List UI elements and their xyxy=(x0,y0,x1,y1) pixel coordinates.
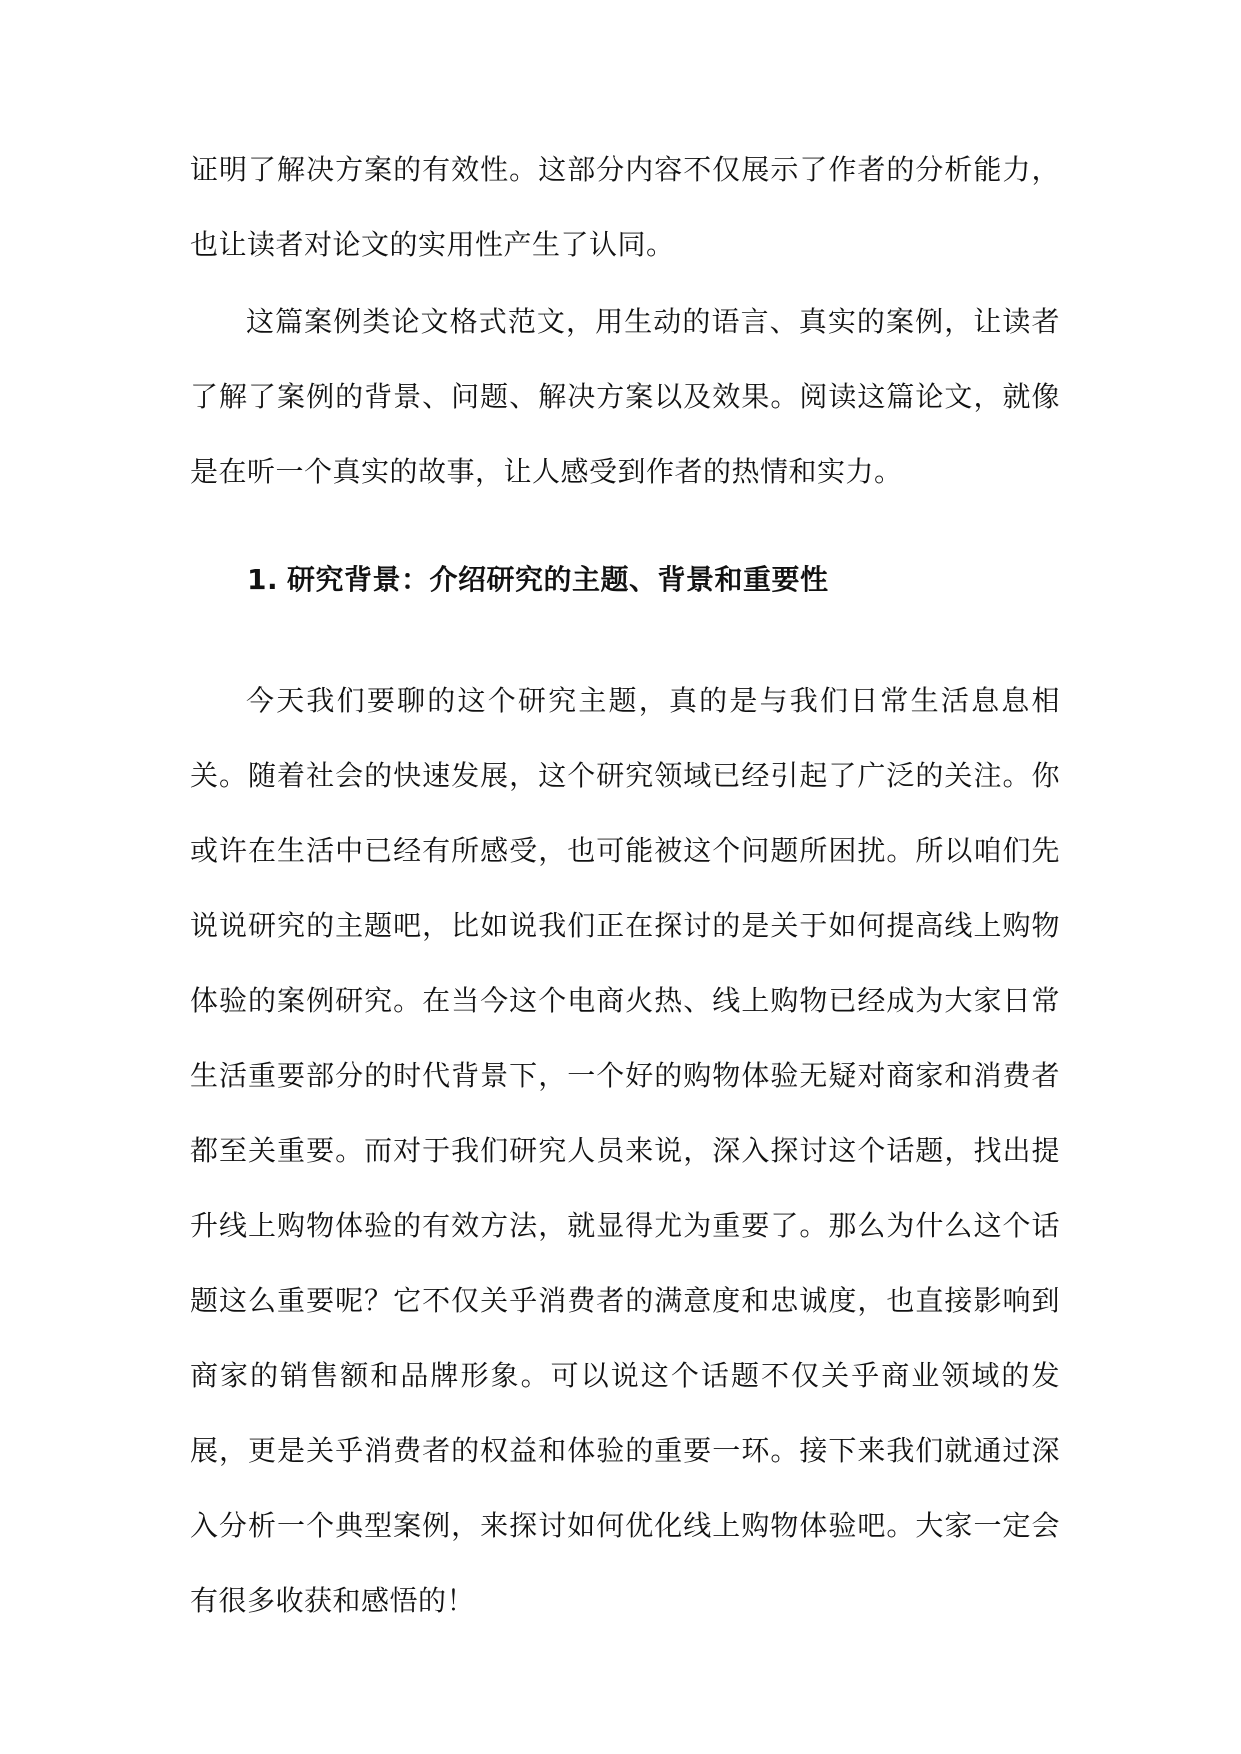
section-heading xyxy=(247,555,1047,605)
section-number: 1. xyxy=(247,563,279,596)
section-title: 研究背景：介绍研究的主题、背景和重要性 xyxy=(287,563,829,596)
paragraph-continuation: 证明了解决方案的有效性。这部分内容不仅展示了作者的分析能力，也让读者对论文的实用性产生了认同。 xyxy=(190,153,1060,261)
paragraph-research-background: 今天我们要聊的这个研究主题，真的是与我们日常生活息息相关。随着社会的快速发展，这个研究领域已经引起了广泛的关注。你或许在生活中已经有所感受，也可能被这个问题所困扰。所以咱们先说说研究的主题吧，比如说我们正在探讨的是关于如何提高线上购物体验的案例研究。在当今这个电商火热、线上购物已经成为大家日常生活重要部分的时代背景下，一个好的购物体验无疑对商家和消费者都至关重要。而对于我们研究人员来说，深入探讨这个话题，找出提升线上购物体验的有效方法，就显得尤为重要了。那么为什么这个话题这么重要呢？它不仅关乎消费者的满意度和忠诚度，也直接影响到商家的销售额和品牌形象。可以说这个话题不仅关乎商业领域的发展，更是关乎消费者的权益和体验的重要一环。接下来我们就通过深入分析一个典型案例，来探讨如何优化线上购物体验吧。大家一定会有很多收获和感悟的！ xyxy=(190,684,1060,1617)
paragraph-summary: 这篇案例类论文格式范文，用生动的语言、真实的案例，让读者了解了案例的背景、问题、解决方案以及效果。阅读这篇论文，就像是在听一个真实的故事，让人感受到作者的热情和实力。 xyxy=(190,305,1060,488)
